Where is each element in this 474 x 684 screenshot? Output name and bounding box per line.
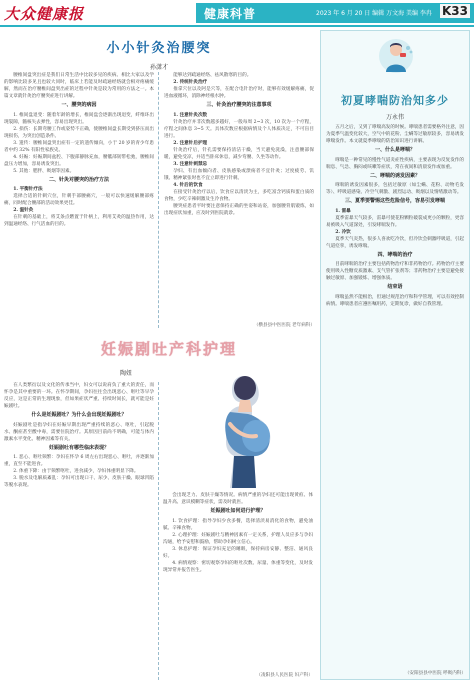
asthma-person-icon bbox=[378, 38, 414, 74]
paragraph: 会出现乏力、皮肤干燥等情况。病情严重的孕妇还可能出现黄疸、体温升高、意识模糊等症状，需及时就医。 bbox=[163, 493, 313, 505]
paragraph: 3. 脱水及电解质紊乱：孕妇可出现口干、尿少、皮肤干燥、眼球凹陷等脱水表现。 bbox=[4, 476, 154, 488]
paragraph: 针灸治疗并非次数越多越好，一般每周 2~3 次，10 次为一个疗程，疗程之间休息 3~5 天。具体次数应根据病情及个人体质决定，不可盲目进行。 bbox=[164, 119, 314, 139]
section-heading: 二、哮喘的诱发因素？ bbox=[369, 172, 420, 179]
sidebar-body bbox=[326, 124, 464, 308]
paragraph: 在接受针灸治疗以后，饮食应以清淡为主，多吃富含钙质和蛋白质的食物，少吃辛辣刺激及生冷食物。 bbox=[164, 189, 314, 202]
paragraph: 2. 损伤：长期弯腰工作或姿势不正确，使腰椎间盘长期受到挤压而出现损伤，为突出创造条件。 bbox=[4, 126, 154, 139]
paragraph: 孕妇、有出血倾向者、皮肤感染或溃疡者不宜针灸；过度疲劳、饥饿、精神紧张时也不宜立即进行针刺。 bbox=[164, 168, 314, 181]
paragraph: 选择合适的针刺穴位，针刺手部腰痛穴，一般可以快速缓解腰部疼痛，同时配合腰部的活动效果更佳。 bbox=[4, 194, 154, 206]
masthead-rule bbox=[0, 25, 474, 27]
paragraph: 哮喘虽然不能根治，但通过规范治疗和科学管理，可以有效控制病情。哮喘患者应遵医嘱用药，定期复诊，做好自我管理。 bbox=[326, 294, 464, 307]
paragraph: 针灸治疗后，针孔需要保持清洁干燥，当天避免洗澡，注意腰部保暖，避免受凉，并适当卧床休息，减少弯腰、久坐等动作。 bbox=[164, 147, 314, 160]
paragraph: 能够达到疏通经络、祛风散寒的目的。 bbox=[173, 73, 252, 78]
paragraph: 哮喘的诱发因素很多，包括过敏原（如尘螨、花粉、动物毛发等）、呼吸道感染、冷空气刺激、剧烈运动、吸烟以及情绪激动等。 bbox=[326, 183, 464, 195]
article-acupuncture-body bbox=[4, 72, 314, 330]
paragraph: 3. 休息护理：保证孕妇充足的睡眠，保持病房安静、整洁、通风良好。 bbox=[163, 546, 313, 559]
paragraph: 在人类繁衍以及文化的传承当中，妇女可以说肩负了重大的责任，而怀孕是其中重要的一环。在怀孕期间，孕妇往往会出现恶心、呕吐等早孕反应，这是正常的生理现象，但如果症状严重、持续时间长，就可能是妊娠剧吐。 bbox=[4, 383, 154, 409]
section-title: 健康科普 bbox=[204, 7, 257, 21]
article-credit: （凌阳县人民医院 妇产科） bbox=[256, 673, 313, 678]
section-heading: 一、腰突的病因 bbox=[61, 102, 97, 108]
article-acupuncture-header bbox=[4, 31, 314, 71]
section-banner bbox=[196, 3, 474, 23]
article-column bbox=[164, 72, 314, 217]
paragraph: 1. 恶心、呕吐频繁：孕妇在怀孕 6 周左右出现恶心、呕吐，并逐渐加重，直至不能进食。 bbox=[4, 455, 154, 467]
section-heading: 二、针灸对腰突的治疗方法 bbox=[48, 176, 109, 183]
paragraph: 推拿穴位以及阿是穴等，在配合电针治疗时，能够有效缓解疼痛，促进血液循环，消除神经根水肿。 bbox=[164, 87, 314, 99]
article-title: 小小针灸治腰突 bbox=[106, 41, 212, 56]
paragraph: 1. 椎间盘退变：随着年龄的增长，椎间盘会逐渐出现退变，纤维环出现裂隙，髓核失去弹性，容易出现突出。 bbox=[4, 112, 154, 125]
sub-heading: 2. 注意针后护理 bbox=[173, 140, 208, 146]
paragraph: 五月之后，又到了哮喘高发的时候。哮喘患者需要格外注意，因为夏季气温变化较大，空气中的花粉、尘螨等过敏原较多，容易诱发哮喘发作。本文就夏季哮喘的防治知识进行讲解。 bbox=[326, 125, 464, 144]
masthead bbox=[0, 0, 474, 26]
article-column bbox=[163, 492, 313, 574]
paragraph: 在针刺的基础上，将艾条点燃置于针柄上，利用艾灸的温热作用，达到温通经络、行气活血的目的。 bbox=[4, 215, 154, 227]
sub-heading: 1. 平衡针疗法 bbox=[13, 187, 43, 192]
sidebar-credit: （安阳县县中医院 呼吸内科） bbox=[404, 671, 466, 676]
article-author: 孙潇才 bbox=[149, 64, 168, 71]
section-heading: 三、针灸治疗腰突的注意事项 bbox=[206, 102, 272, 108]
section-heading: 妊娠剧吐有哪些临床表现？ bbox=[48, 444, 109, 451]
page-number: K33 bbox=[442, 4, 468, 18]
sub-heading: 1. 注意针灸次数 bbox=[173, 112, 208, 118]
paragraph: 夏季天气炎热，很多人喜欢吃冷饮，但冷饮会刺激呼吸道，引起气道痉挛，诱发哮喘。 bbox=[326, 236, 464, 249]
paragraph: 1. 饮食护理：指导孕妇少食多餐，选择清淡易消化的食物，避免油腻、辛辣食物。 bbox=[163, 518, 313, 531]
paragraph: 哮喘是一种常见的慢性气道炎症性疾病，主要表现为反复发作的喘息、气急、胸闷或咳嗽等症状，常在夜间和清晨发作或加重。 bbox=[326, 157, 464, 170]
newspaper-logo: 大众健康报 bbox=[4, 5, 85, 23]
article-author: 陶妞 bbox=[120, 370, 133, 377]
paragraph: 5. 其他：肥胖、吸烟等因素。 bbox=[13, 168, 75, 174]
paragraph: 2. 心理护理：妊娠剧吐与精神因素有一定关系，护理人员应多与孕妇沟通，给予安慰和鼓励，帮助孕妇树立信心。 bbox=[163, 532, 313, 545]
article-credit: （横县县中医医院 老年病科） bbox=[253, 323, 315, 328]
section-heading: 一、什么是哮喘？ bbox=[374, 147, 415, 153]
paragraph: 夏季雷暴天气较多，雷暴可使花粉颗粒破裂成更小的颗粒，更容易被吸入气道深处，引发哮喘发作。 bbox=[326, 215, 464, 228]
column-divider bbox=[158, 72, 159, 328]
section-heading: 结束语 bbox=[387, 284, 403, 290]
sub-heading: 3. 注意针刺禁忌 bbox=[173, 161, 208, 167]
paragraph: 腰椎间盘突出症是我们日常生活中比较多见的疾病。相比大家以及学的影响比较多见且也较大同时，临床上若能及时疏通经络就会相对疼痛缓解，然而在治疗腰椎间盘突出症的过程中针灸是较为常用的方法之一。本篇文章就针灸治疗腰突症进行讲解。 bbox=[4, 73, 154, 99]
paragraph: 4. 病情观察：密切观察孕妇的呕吐次数、尿量、体重等变化，及时发现异常并报告医生。 bbox=[163, 560, 313, 573]
sidebar-title: 初夏哮喘防治知多少 bbox=[341, 94, 449, 107]
section-heading: 什么是妊娠剧吐？为什么会出现妊娠剧吐？ bbox=[31, 412, 127, 418]
paragraph: 妊娠剧吐是指孕妇在妊娠早期出现严重持续的恶心、呕吐，引起脱水、酮症甚至酸中毒，需要住院治疗。其原因目前尚不明确，可能与体内激素水平变化、精神因素等有关。 bbox=[4, 422, 154, 442]
sub-heading: 2. 温针灸 bbox=[13, 208, 34, 213]
paragraph: 腰突症患者平时要注意保持正确的坐姿和站姿，加强腰背肌锻炼，如出现症状加重，应及时到医院就诊。 bbox=[164, 203, 314, 216]
sub-heading: 4. 针后的饮食 bbox=[173, 182, 203, 188]
article-column bbox=[4, 382, 154, 489]
sidebar-author: 万永伟 bbox=[385, 114, 404, 121]
issue-info: 2023 年 6 月 20 日 编辑 万文海 美编 李冉 bbox=[316, 10, 432, 17]
pregnant-woman-illustration bbox=[200, 372, 286, 490]
paragraph: 2. 体重下降：由于频繁呕吐，进食减少，孕妇体重明显下降。 bbox=[13, 469, 139, 474]
column-divider bbox=[158, 382, 159, 680]
sub-heading: 1. 雷暴 bbox=[335, 208, 351, 214]
paragraph: 目前哮喘的治疗主要包括药物治疗和非药物治疗。药物治疗主要使用吸入性糖皮质激素、支气管扩张剂等；非药物治疗主要是避免接触过敏原、加强锻炼、增强体质。 bbox=[326, 262, 464, 281]
section-heading: 四、哮喘的治疗 bbox=[377, 251, 413, 258]
section-heading: 妊娠剧吐如何进行护理？ bbox=[210, 508, 266, 514]
paragraph: 3. 遗传：腰椎间盘突出症有一定的遗传倾向，小于 20 岁的青少年患者中约 32% 有阳性家族史。 bbox=[4, 140, 154, 153]
paragraph: 4. 妊娠：妊娠期间盆腔、下腹部静脉充血，腰骶部韧带松弛，腰椎间盘压力增加，容易诱发突出。 bbox=[4, 154, 154, 167]
article-pregnancy-header bbox=[64, 338, 274, 364]
section-heading: 三、夏季要警惕这些危险信号，容易引发哮喘 bbox=[344, 198, 445, 204]
sub-heading: 2. 传统针灸治疗 bbox=[173, 80, 208, 85]
article-title: 妊娠剧吐产科护理 bbox=[100, 340, 237, 358]
sub-heading: 2. 冷饮 bbox=[335, 229, 351, 235]
article-column bbox=[4, 72, 154, 228]
